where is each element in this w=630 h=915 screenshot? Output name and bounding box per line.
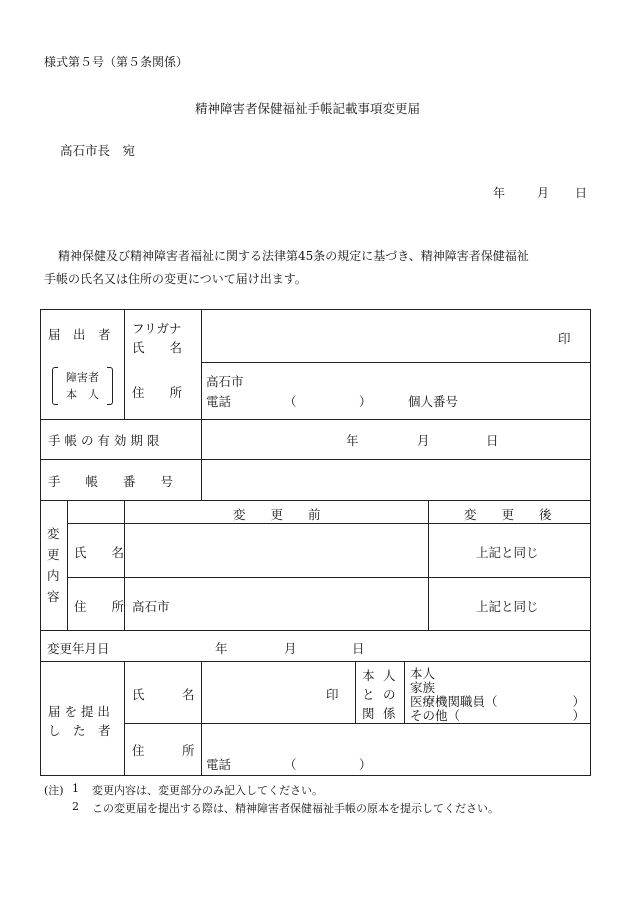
change-address-before: 高石市 (132, 599, 170, 614)
bracket-line-1: 障害者 (66, 371, 99, 384)
notifier-address-label: 住 所 (132, 385, 183, 400)
validity-day: 日 (486, 433, 499, 448)
notifier-phone-paren: （ ） (284, 394, 372, 409)
change-before-header: 変 更 前 (233, 507, 321, 522)
date-day: 日 (575, 186, 588, 200)
change-label-char-2: 更 (47, 547, 60, 562)
change-label-char-4: 容 (47, 589, 60, 604)
relation-col1-char-2: と (362, 687, 375, 702)
submitter-seal: 印 (326, 687, 339, 702)
bracket-line-2: 本 人 (66, 388, 99, 401)
furigana-label: フリガナ (132, 321, 182, 336)
note-1-number: 1 (72, 782, 79, 795)
note-1-text: 変更内容は、変更部分のみ記入してください。 (92, 784, 323, 797)
change-address-after: 上記と同じ (476, 599, 539, 614)
my-number-label: 個人番号 (408, 394, 459, 409)
submitter-address-label: 住 所 (132, 743, 195, 758)
name-label: 氏 名 (132, 340, 183, 355)
relation-option-self: 本人 (410, 666, 436, 681)
relation-option-medical: 医療機関職員（ ） (410, 694, 586, 709)
change-label-char-1: 変 (47, 526, 60, 541)
relation-col2-char-3: 係 (383, 706, 396, 721)
relation-col1-char-1: 本 (362, 668, 375, 683)
note-2-text: この変更届を提出する際は、精神障害者保健福祉手帳の原本を提示してください。 (92, 802, 499, 815)
intro-line-2: 手帳の氏名又は住所の変更について届け出ます。 (44, 272, 307, 286)
relation-col1-char-3: 関 (362, 706, 375, 721)
submitter-phone-label: 電話 (206, 757, 232, 772)
change-after-header: 変 更 後 (464, 507, 552, 522)
form-number: 様式第５号（第５条関係） (44, 55, 189, 69)
note-2-number: 2 (72, 800, 79, 813)
intro-line-1: 精神保健及び精神障害者福祉に関する法律第45条の規定に基づき、精神障害者保健福祉 (58, 249, 529, 263)
date-month: 月 (537, 186, 550, 200)
change-form-table (40, 309, 591, 776)
validity-label: 手 帳 の 有 効 期 限 (48, 433, 160, 448)
notifier-phone-label: 電話 (206, 394, 232, 409)
document-title: 精神障害者保健福祉手帳記載事項変更届 (195, 101, 421, 116)
change-label-char-3: 内 (47, 568, 60, 583)
change-date-day: 日 (352, 641, 365, 656)
relation-col2-char-1: 人 (383, 668, 396, 683)
person-bracket (52, 367, 113, 403)
change-name-label: 氏 名 (74, 545, 125, 560)
validity-year: 年 (346, 433, 359, 448)
notes-prefix: (注) (44, 784, 64, 797)
submitter-label-line-2: し た 者 (48, 723, 111, 738)
change-name-after: 上記と同じ (476, 545, 539, 560)
change-date-month: 月 (284, 641, 297, 656)
date-year: 年 (493, 186, 506, 200)
relation-option-family: 家族 (410, 680, 436, 695)
relation-col2-char-2: の (383, 687, 396, 702)
change-date-label: 変更年月日 (47, 641, 110, 656)
change-address-label: 住 所 (74, 599, 125, 614)
notifier-address-value: 高石市 (206, 374, 244, 389)
submitter-phone-paren: （ ） (284, 757, 372, 772)
relation-option-other: その他（ ） (410, 708, 586, 723)
addressee: 高石市長 宛 (60, 143, 136, 158)
notifier-seal: 印 (558, 331, 571, 346)
validity-month: 月 (417, 433, 430, 448)
handbook-number-label: 手 帳 番 号 (48, 474, 174, 489)
submitter-name-label: 氏 名 (132, 687, 195, 702)
submitter-label-line-1: 届 を 提 出 (48, 704, 110, 719)
change-date-year: 年 (215, 641, 228, 656)
notifier-label: 届 出 者 (48, 327, 111, 342)
